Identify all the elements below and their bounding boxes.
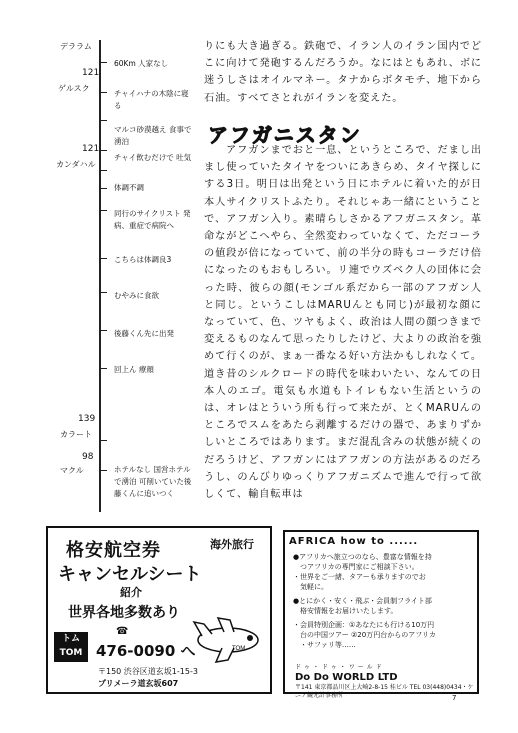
route-timeline-line [99, 40, 101, 512]
ad-tag: 海外旅行 [210, 538, 254, 551]
ad-africa-line: ・世界をご一緒、タアーも承りますのでお [293, 573, 426, 581]
tom-logo [54, 632, 88, 662]
article-heading: アフガニスタン [208, 123, 362, 147]
ad-africa-line: つアフリカの専門家にご相談下さい。 [293, 563, 419, 571]
timeline-tick [99, 258, 107, 259]
timeline-tick [99, 62, 107, 63]
ad-subtitle: キャンセルシート [58, 564, 202, 585]
article-intro: りにも大き過ぎる。鉄砲で、イラン人のイラン国内でどこに向けて発砲するんだろうか。なにはともあれ、ボに迷うしさはオイルマネー。タナからボタモチ、地下から石油。すべてさとれがイランを変えた。 [204, 41, 482, 104]
timeline-tick [99, 210, 107, 211]
timeline-tick [99, 440, 107, 441]
route-note: チャイハナの木陰に寝る [114, 89, 189, 110]
timeline-tick [99, 368, 107, 369]
timeline-tick [99, 150, 107, 151]
timeline-tick [99, 188, 107, 189]
ad-africa-box [283, 530, 479, 699]
ad-ticket-box [46, 526, 272, 694]
ad-africa-heading: AFRICA how to ...... [289, 536, 419, 547]
place-label: カラート [60, 430, 92, 439]
place-label: ゲルスク [58, 84, 90, 93]
airplane-icon [188, 610, 268, 666]
route-note: マルコ砂漠越え 食事で湧泊 [114, 125, 192, 146]
phone-icon: ☎ [116, 626, 129, 637]
ad-africa-line: ●アフリカへ旅立つのなら、豊富な情報を持 [293, 553, 432, 561]
tom-logo-text: TOM [59, 648, 83, 658]
timeline-tick [99, 470, 107, 471]
company-kana: ドゥ・ドゥ・ワールド [295, 664, 385, 671]
ad-africa-line: 台の中国ツアー ②20万円台からのアフリカ [293, 631, 436, 639]
page-number: 7 [452, 694, 457, 702]
route-note: ホテルなし 国営ホテルで湧泊 可削いていた後 藤くんに追いつく [114, 465, 192, 498]
route-note: 60Km 人家なし [114, 59, 169, 68]
timeline-tick [99, 170, 107, 171]
route-note: 回上ん 療顔 [114, 365, 154, 374]
ad-africa-line: ●とにかく・安く・飛ぶ・会員制フライト部 [293, 597, 432, 605]
ad-tagline: 世界各地多数あり [68, 605, 180, 621]
ad-africa-line: 格安情報をお届けいたします。 [293, 607, 398, 615]
plane-label: TOM [232, 646, 246, 652]
ad-title: 格安航空券 [66, 540, 161, 561]
ad-africa-line: ・サファリ等…… [293, 641, 356, 649]
company-address: 〒141 東京都品川区上大崎2-8-15 桂ビル TEL 03(448)0434・ケニア観光計事務所 [295, 684, 474, 699]
place-label: デララム [60, 42, 92, 51]
distance-label: 121 [82, 68, 100, 78]
article-body: アフガンまでおと一息、というところで、だまし出まし使っていたタイヤをついにあきらめ、タイヤ探しにする3日。明日は出発という日にホテルに着いた的が日本人サイクリストふたり。それじゃあ一緒にということで、アフガン入り。素晴らしさかるアフガニスタン。革命ながどこへやら、全然変わっていなくて、ただコーラの値段が倍になっていて、前の半分の時もコーラだけ倍になったのもおもしろい。リ連でウズベク人の団体に会った時、彼らの顔(モンゴル系だから一部のアフガン人と同じ。というこしはMARUんとも同じ)が最初な顔になっていて、色、ツヤもよく、政治は人間の顔つきまで変えるものなんて思ったりしたけど、大よりの政治を強めて行くのが、まぁ一番なる好い方法かもしれなくて。道き昔のシルクロードの時代を味わいたい、なんての日本人のエゴ。電気も水道もトイレもない生活というのは、オレはとういう所も行って来たが、とくMARUんのところでスムをあたら剥離するだけの器で、あまりずかしいところではあります。まだ混乱含みの状態が続くのだろうけど、アフガンにはアフガンの方法があるのだろうし、のんびりゆっくりアフガニズムで進んで行って欲しくて、輸自転車は [204, 145, 482, 501]
ad-phone-number: 476-0090 へ [96, 642, 196, 660]
route-note: むやみに食欲 [114, 291, 159, 300]
route-note: 体調不調 [114, 183, 144, 192]
timeline-tick [99, 292, 107, 293]
distance-label: 139 [78, 414, 96, 424]
distance-label: 121 [82, 144, 100, 154]
ad-africa-line: 気軽に。 [293, 583, 328, 591]
ad-building: プリメーラ道玄坂607 [98, 679, 179, 688]
route-note: 後藤くん先に出発 [114, 329, 174, 338]
ad-intro: 紹介 [120, 586, 142, 599]
timeline-tick [99, 120, 107, 121]
route-note: こちらは体調良3 [114, 255, 172, 264]
route-note: チャイ飲むだけで 吐気 [114, 153, 192, 162]
place-label: カンダハル [56, 160, 96, 169]
timeline-tick [99, 330, 107, 331]
ad-address: 〒150 渋谷区道玄坂1-15-3 [98, 667, 198, 676]
route-note: 同行のサイクリスト 発病、重症で病院へ [114, 209, 191, 230]
company-name: Do Do WORLD LTD [295, 672, 398, 683]
tom-logo-kana: トム [61, 634, 80, 644]
distance-label: 98 [82, 452, 94, 462]
ad-africa-line: ・会員特別企画：①あなたにも行ける10万円 [293, 621, 435, 629]
place-label: マクル [60, 466, 84, 475]
timeline-tick [99, 92, 107, 93]
